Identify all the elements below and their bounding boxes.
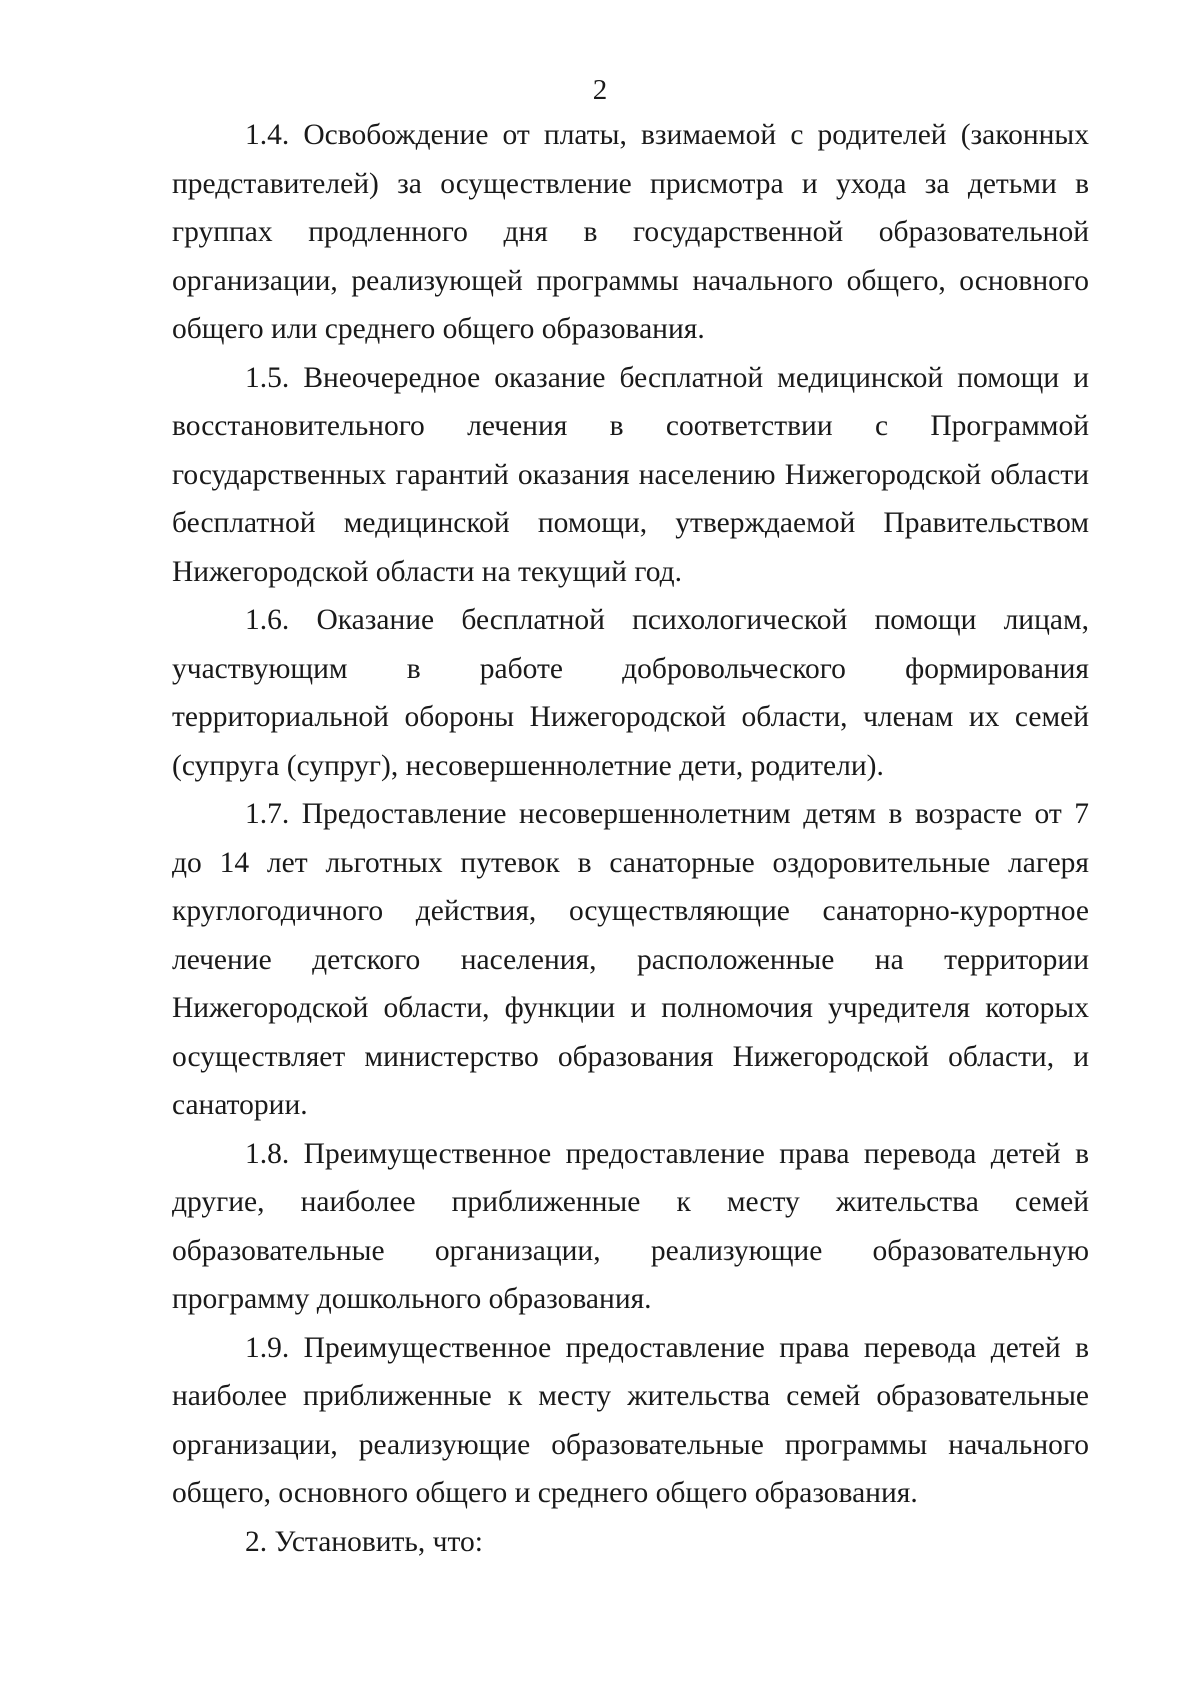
paragraph-1-7: 1.7. Предоставление несовершеннолетним детям в возрасте от 7 до 14 лет льготных путевок в санаторные оздоровительные лагеря круглогодичного действия, осуществляющие санаторно-курортное лечение детского населения, расположенные на территории Нижегородской области, функции и полномочия учредителя которых осуществляет министерство образования Нижегородской области, и санатории. <box>172 798 1089 1121</box>
paragraph-1-8: 1.8. Преимущественное предоставление права перевода детей в другие, наиболее приближенные к месту жительства семей образовательные организации, реализующие образовательную программу дошкольного образования. <box>172 1137 1089 1315</box>
paragraph-1-4: 1.4. Освобождение от платы, взимаемой с родителей (законных представителей) за осуществление присмотра и ухода за детьми в группах продленного дня в государственной образовательной организации, реализующей программы начального общего, основного общего или среднего общего образования. <box>172 119 1089 345</box>
paragraph-1-5: 1.5. Внеочередное оказание бесплатной медицинской помощи и восстановительного лечения в соответствии с Программой государственных гарантий оказания населению Нижегородской области бесплатной медицинской помощи, утверждаемой Правительством Нижегородской области на текущий год. <box>172 361 1089 588</box>
paragraph-1-9: 1.9. Преимущественное предоставление права перевода детей в наиболее приближенные к месту жительства семей образовательные организации, реализующие образовательные программы начального общего, основного общего и среднего общего образования. <box>172 1331 1089 1509</box>
document-body <box>172 111 1089 1566</box>
page-number: 2 <box>592 74 608 106</box>
paragraph-2: 2. Установить, что: <box>245 1525 483 1558</box>
paragraph-1-6: 1.6. Оказание бесплатной психологической помощи лицам, участвующим в работе добровольческого формирования территориальной обороны Нижегородской области, членам их семей (супруга (супруг), несовершеннолетние дети, родители). <box>172 604 1089 782</box>
